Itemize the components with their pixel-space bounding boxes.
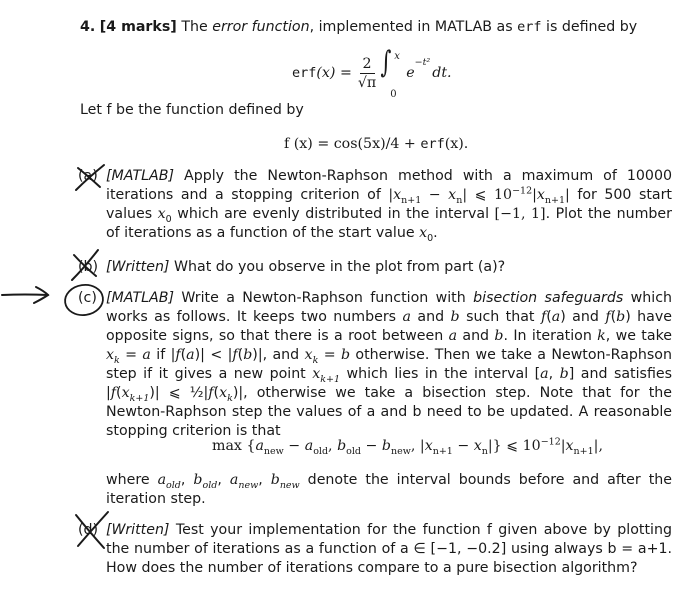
arrow-mark-c — [2, 287, 48, 303]
f-equation-text: f (x) = cos(5x)/4 + — [284, 136, 416, 152]
part-b-label: (b) — [78, 259, 99, 275]
part-c-tag: [MATLAB] — [106, 290, 174, 306]
part-c-text-1: Write a Newton-Raphson function with — [181, 290, 466, 306]
part-b-tag: [Written] — [106, 259, 170, 275]
intro-text: The — [181, 19, 208, 35]
part-d-label: (d) — [78, 522, 99, 538]
integral-lower: 0 — [390, 89, 397, 100]
frac-denominator: √π — [357, 74, 377, 91]
intro-text-2: , implemented in MATLAB as — [309, 19, 513, 35]
part-c-text-3: bisection step. Note that for the Newton-Raphson step the values of a and b need to be updated. A reasonable stopping criterion is that — [106, 385, 672, 439]
part-a-tag: [MATLAB] — [106, 168, 174, 184]
cross-mark-b — [72, 250, 98, 280]
part-d-text: Test your implementation for the function f given above by plotting the number of iterations as a function of a ∈ [−1, −0.2] using always b = a+1. How does the number of iterations compare to a pure bisection algorithm? — [106, 522, 672, 576]
f-equation-end: (x). — [444, 136, 469, 152]
part-b-text: What do you observe in the plot from part (a)? — [174, 259, 506, 275]
erf-arg: (x) = — [316, 64, 352, 81]
let-statement: Let f be the function defined by — [80, 102, 304, 118]
erf-code: erf — [517, 19, 542, 35]
erf-lhs: erf — [292, 64, 317, 81]
integral-sign: ∫ x 0 — [378, 51, 400, 95]
intro-text-3: is defined by — [546, 19, 638, 35]
part-c-after: where $a_{old}$, $b_{old}$, $a_{new}$, $b_{new}$ denote the interval bounds before and after the iteration step. — [106, 472, 672, 507]
question-number: 4. — [80, 19, 96, 35]
f-equation-code: erf — [420, 136, 445, 152]
circle-mark-c — [63, 283, 105, 318]
part-a-label: (a) — [78, 168, 98, 184]
part-c-italic: bisection safeguards — [473, 290, 624, 306]
frac-numerator: 2 — [360, 55, 375, 74]
question-marks: [4 marks] — [99, 19, 177, 35]
part-a: (a) [MATLAB] Apply the Newton-Raphson method with a maximum of 10000 iterations and a stopping criterion of $|x_{n+1} - x_n|$ ⩽ $10^{-12}|x_{n+1}|$ for 500 start values $x_0$ which are evenly distributed in the interval [−1, 1]. Plot the number of iterations as a function of the start value $x_0$. — [78, 168, 672, 244]
part-d-tag: [Written] — [106, 522, 170, 538]
part-c-label: (c) — [78, 290, 97, 306]
integrand: $e^{-t^2}$ — [406, 56, 431, 81]
cross-mark-a — [76, 165, 104, 190]
integral-upper: x — [394, 51, 400, 62]
part-c: (c) [MATLAB] Write a Newton-Raphson function with bisection safeguards which works as follows. It keeps two numbers a and b such that f(a) and f(b) have opposite signs, so that there is a root between a and b. In iteration k, we take $x_k = a$ if |f(a)| < |f(b)|, and $x_k = b$ otherwise. Then we take a Newton-Raphson step if it gives a new point $x_{k+1}$ which lies in the interval [a, b] and satisfies $|f(x_{k+1})|$ ⩽ $\frac{1}{2}|f(x_k)|$, otherwise we take a bisection step. Note that for the Newton-Raphson step the values of a and b need to be updated. A reasonable stopping criterion is that — [78, 290, 673, 439]
integral-dt: dt. — [432, 64, 452, 81]
stopping-criterion: $\max \{a_{new} - a_{old}$, $b_{old} - b_{new}$, $|x_{n+1} - x_n|$} ⩽ $10^{-12}|x_{n+1}|$, — [212, 436, 603, 457]
intro-italic: error function — [212, 19, 310, 35]
cross-mark-d — [76, 512, 108, 548]
